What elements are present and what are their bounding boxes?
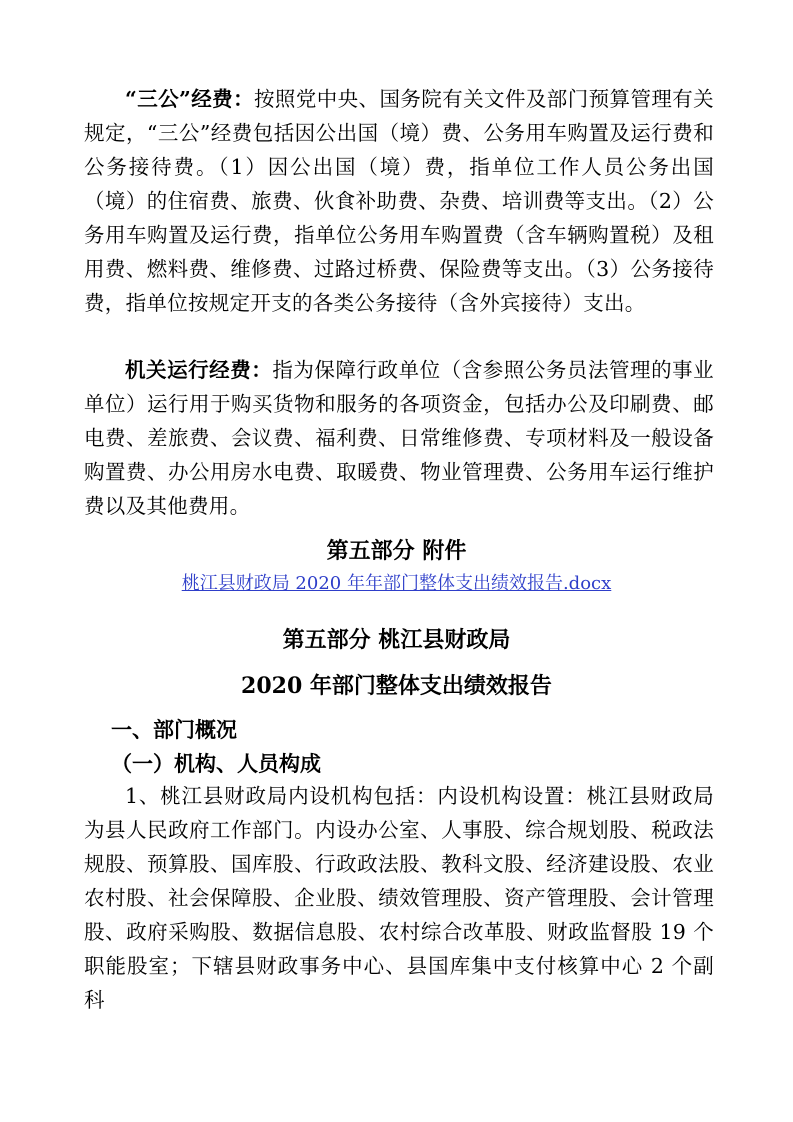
section-heading: 一、部门概况	[111, 717, 237, 742]
attachment-link[interactable]: 桃江县财政局 2020 年年部门整体支出绩效报告.docx	[181, 573, 612, 594]
subsection-heading: （一）机构、人员构成	[111, 751, 321, 776]
jiguan-paragraph	[84, 353, 714, 523]
report-title-line1: 第五部分 桃江县财政局	[282, 627, 511, 653]
jiguan-term: 机关运行经费：	[125, 358, 273, 382]
report-title-line2: 2020 年部门整体支出绩效报告	[241, 673, 552, 699]
sangong-body: 按照党中央、国务院有关文件及部门预算管理有关规定，“三公”经费包括因公出国（境）费、公务用车购置及运行费和公务接待费。（1）因公出国（境）费，指单位工作人员公务出国（境）的住宿费、旅费、伙食补助费、杂费、培训费等支出。（2）公务用车购置及运行费，指单位公务用车购置费（含车辆购置税）及租用费、燃料费、维修费、过路过桥费、保险费等支出。（3）公务接待费，指单位按规定开支的各类公务接待（含外宾接待）支出。	[84, 87, 714, 315]
org-structure-paragraph: 1、桃江县财政局内设机构包括：内设机构设置：桃江县财政局为县人民政府工作部门。内设办公室、人事股、综合规划股、税政法规股、预算股、国库股、行政政法股、教科文股、经济建设股、农业农村股、社会保障股、企业股、绩效管理股、资产管理股、会计管理股、政府采购股、数据信息股、农村综合改革股、财政监督股 19 个职能股室；下辖县财政事务中心、县国库集中支付核算中心 2 个副科	[84, 784, 714, 1012]
sangong-term: “三公”经费：	[125, 87, 254, 111]
part5-title: 第五部分 附件	[326, 538, 467, 564]
jiguan-body: 指为保障行政单位（含参照公务员法管理的事业单位）运行用于购买货物和服务的各项资金，包括办公及印刷费、邮电费、差旅费、会议费、福利费、日常维修费、专项材料及一般设备购置费、办公用房水电费、取暖费、物业管理费、公务用车运行维护费以及其他费用。	[84, 358, 714, 518]
sangong-paragraph	[84, 82, 714, 320]
